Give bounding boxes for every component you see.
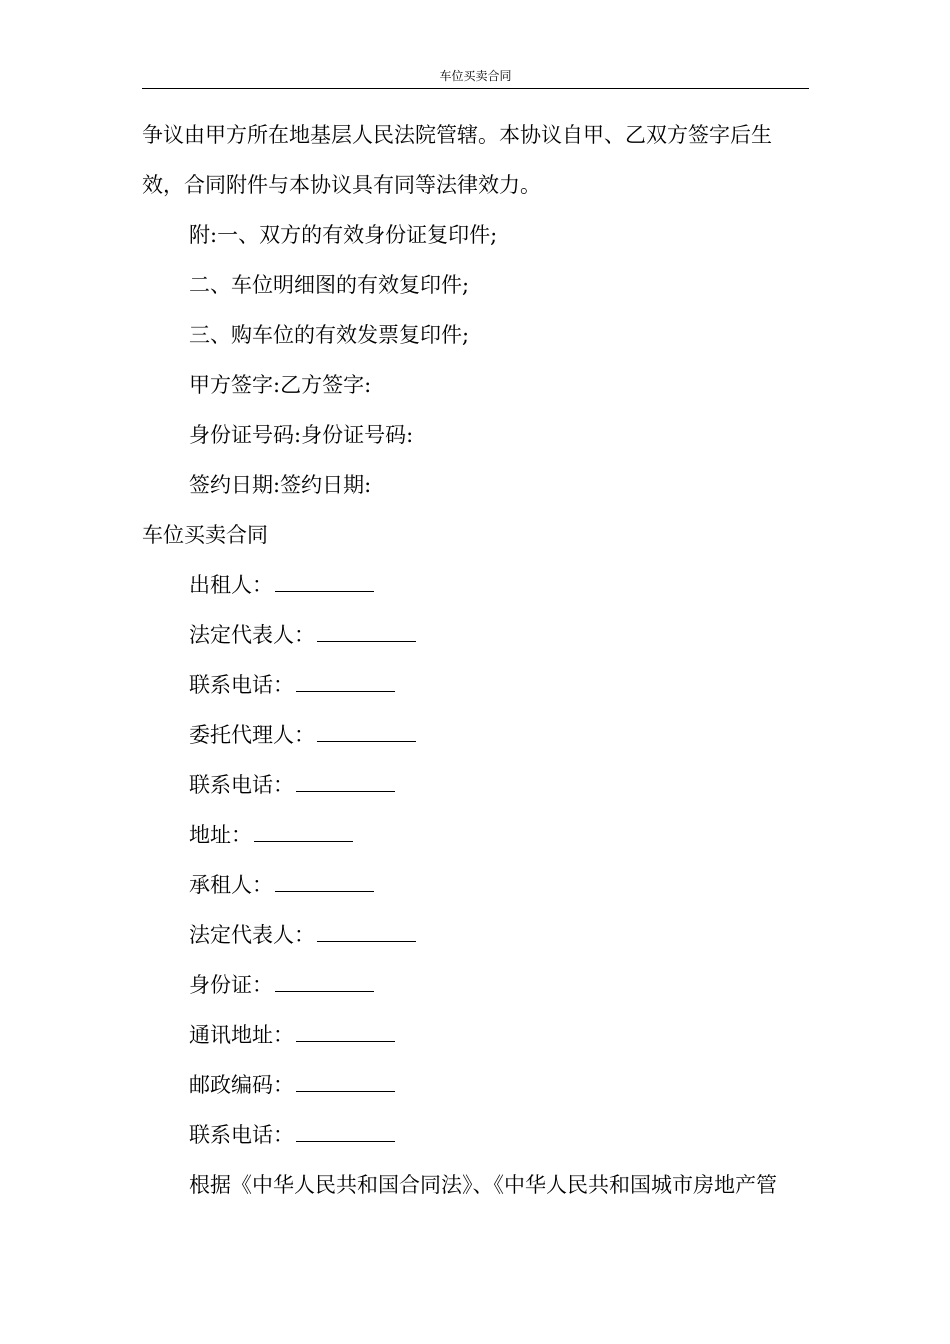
attachment-item-3: 三、购车位的有效发票复印件; bbox=[189, 323, 470, 347]
field-label: 承租人： bbox=[189, 873, 273, 897]
field-label: 委托代理人： bbox=[189, 723, 315, 747]
signature-line: 甲方签字:乙方签字: bbox=[189, 373, 372, 397]
page-header: 车位买卖合同 bbox=[439, 69, 512, 83]
paragraph-continuation-line-1: 争议由甲方所在地基层人民法院管辖。本协议自甲、乙双方签字后生 bbox=[142, 123, 772, 147]
fill-in-blank bbox=[275, 891, 374, 892]
fill-in-blank bbox=[254, 841, 353, 842]
fill-in-blank bbox=[275, 991, 374, 992]
lessor-field bbox=[142, 710, 809, 760]
lessor-field bbox=[142, 610, 809, 660]
fill-in-blank bbox=[296, 1041, 395, 1042]
lessee-field bbox=[142, 910, 809, 960]
lessee-field bbox=[142, 1010, 809, 1060]
lessor-field bbox=[142, 760, 809, 810]
attachment-item-2: 二、车位明细图的有效复印件; bbox=[189, 273, 470, 297]
id-number-line: 身份证号码:身份证号码: bbox=[189, 423, 414, 447]
field-label: 联系电话： bbox=[189, 1123, 294, 1147]
lessee-field bbox=[142, 1110, 809, 1160]
field-label: 出租人： bbox=[189, 573, 273, 597]
lessee-field bbox=[142, 1060, 809, 1110]
legal-basis-paragraph: 根据《中华人民共和国合同法》、《中华人民共和国城市房地产管 bbox=[189, 1173, 777, 1197]
lessee-field bbox=[142, 960, 809, 1010]
field-label: 联系电话： bbox=[189, 673, 294, 697]
fill-in-blank bbox=[317, 941, 416, 942]
field-label: 身份证： bbox=[189, 973, 273, 997]
field-label: 邮政编码： bbox=[189, 1073, 294, 1097]
contract-title: 车位买卖合同 bbox=[142, 523, 268, 547]
lessor-field bbox=[142, 560, 809, 610]
field-label: 法定代表人： bbox=[189, 923, 315, 947]
document-body bbox=[142, 110, 809, 1210]
fill-in-blank bbox=[296, 1141, 395, 1142]
lessor-field bbox=[142, 810, 809, 860]
header-divider bbox=[142, 88, 809, 89]
fill-in-blank bbox=[317, 741, 416, 742]
field-label: 地址： bbox=[189, 823, 252, 847]
fill-in-blank bbox=[296, 691, 395, 692]
paragraph-continuation-line-2: 效，合同附件与本协议具有同等法律效力。 bbox=[142, 173, 541, 197]
fill-in-blank bbox=[275, 591, 374, 592]
field-label: 通讯地址： bbox=[189, 1023, 294, 1047]
fill-in-blank bbox=[317, 641, 416, 642]
fill-in-blank bbox=[296, 791, 395, 792]
signing-date-line: 签约日期:签约日期: bbox=[189, 473, 372, 497]
fill-in-blank bbox=[296, 1091, 395, 1092]
lessee-field bbox=[142, 860, 809, 910]
lessor-field bbox=[142, 660, 809, 710]
attachment-item-1: 附:一、双方的有效身份证复印件; bbox=[189, 223, 498, 247]
field-label: 联系电话： bbox=[189, 773, 294, 797]
field-label: 法定代表人： bbox=[189, 623, 315, 647]
